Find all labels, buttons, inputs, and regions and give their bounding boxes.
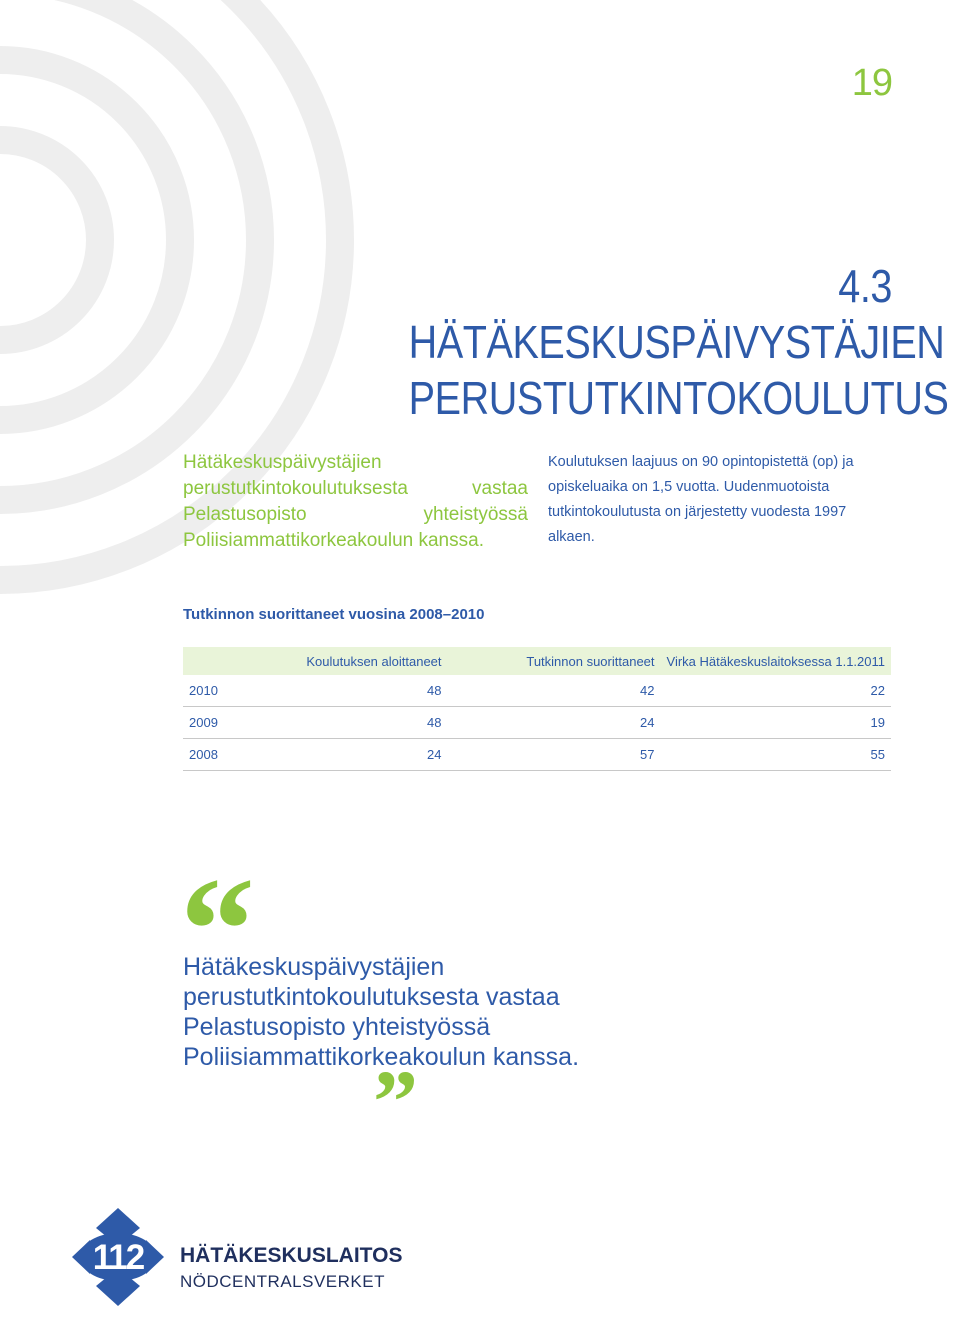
logo-name-finnish: HÄTÄKESKUSLAITOS [180, 1244, 403, 1267]
section-heading [408, 258, 949, 426]
cell-year: 2009 [183, 707, 252, 739]
intro-body: Koulutuksen laajuus on 90 opintopistettä (op) ja opiskeluaika on 1,5 vuotta. Uudenmuotoista tutkintokoulutusta on järjestetty vuodesta 1997 alkaen. [548, 454, 854, 545]
table-row [183, 675, 891, 707]
page-number: 19 [851, 62, 892, 104]
header-started: Koulutuksen aloittaneet [252, 647, 448, 675]
logo-name-swedish: NÖDCENTRALSVERKET [180, 1272, 385, 1291]
cell-graduated: 57 [448, 739, 661, 771]
cell-started: 24 [252, 739, 448, 771]
logo-number: 112 [92, 1238, 144, 1277]
section-heading-line2: PERUSTUTKINTOKOULUTUS [408, 372, 949, 424]
cell-started: 48 [252, 675, 448, 707]
table-caption: Tutkinnon suorittaneet vuosina 2008–2010 [183, 606, 485, 623]
table-header-row [183, 647, 891, 675]
cell-employed: 22 [661, 675, 891, 707]
table-row [183, 707, 891, 739]
header-employed: Virka Hätäkeskuslaitoksessa 1.1.2011 [661, 647, 891, 675]
pull-quote: Hätäkeskuspäivystäjien perustutkintokoulutuksesta vastaa Pelastusopisto yhteistyössä Poliisiammattikorkeakoulun kanssa. [183, 953, 580, 1071]
cell-year: 2010 [183, 675, 252, 707]
cell-employed: 19 [661, 707, 891, 739]
cell-year: 2008 [183, 739, 252, 771]
close-quote-mark: ” [373, 1053, 418, 1152]
header-year [183, 647, 252, 675]
open-quote-mark: “ [180, 847, 255, 1013]
header-graduated: Tutkinnon suorittaneet [448, 647, 661, 675]
table-row [183, 739, 891, 771]
cell-graduated: 24 [448, 707, 661, 739]
cell-started: 48 [252, 707, 448, 739]
cell-graduated: 42 [448, 675, 661, 707]
intro-lead: Hätäkeskuspäivystäjien perustutkintokoulutuksesta vastaa Pelastusopisto yhteistyössä Poliisiammattikorkeakoulun kanssa. [183, 452, 528, 551]
cell-employed: 55 [661, 739, 891, 771]
graduates-table [183, 647, 891, 771]
section-heading-line1: 4.3 HÄTÄKESKUSPÄIVYSTÄJIEN [408, 260, 945, 368]
